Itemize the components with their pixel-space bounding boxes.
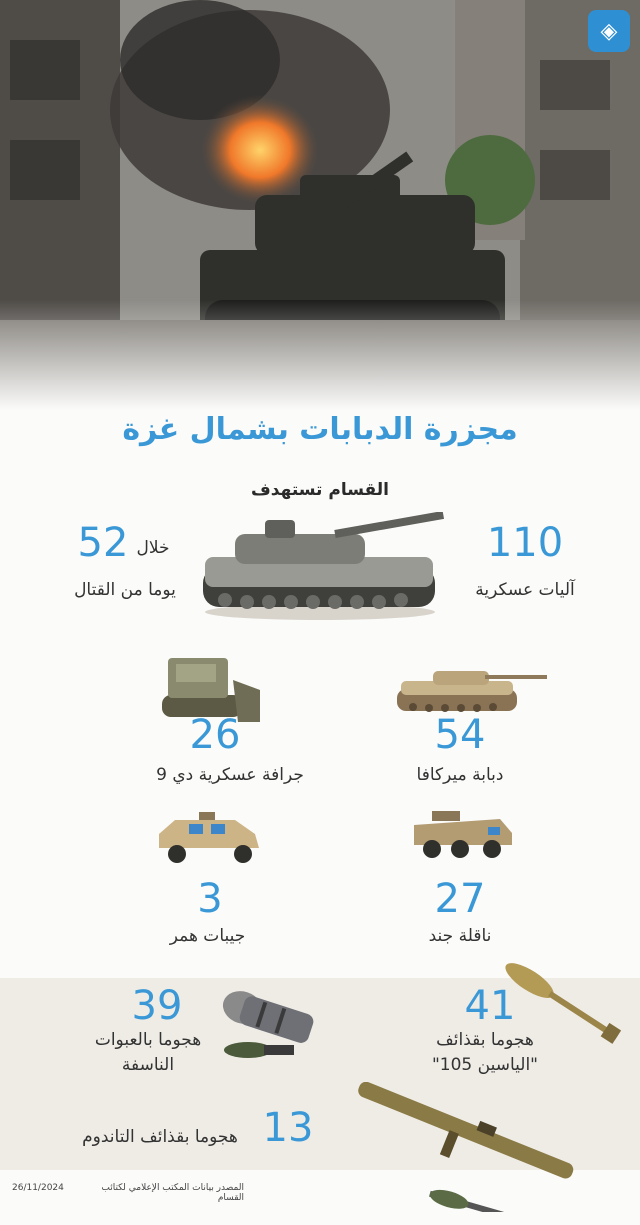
humvee-icon [155,808,265,866]
hummer-value: 3 [197,876,223,922]
footer-date: 26/11/2024 [12,1183,64,1193]
d9-value: 26 [189,712,241,758]
apc-label: ناقلة جند [428,926,492,946]
days-value: 52 [77,520,129,566]
days-prefix: خلال [136,538,170,558]
d9-label: جرافة عسكرية دي 9 [156,765,304,785]
merkava-tank-icon [393,665,551,717]
footer-source: المصدر بيانات المكتب الإعلامي لكتائب القسام [101,1183,244,1203]
yassin-label-line2: "الياسين 105" [431,1055,539,1075]
explosives-label-line2: الناسفة [121,1055,175,1075]
aljazeera-logo-icon: ◈ [588,10,630,52]
tandem-value: 13 [262,1105,314,1151]
main-tank-icon [195,512,445,622]
explosive-charge-icon [218,990,323,1068]
yassin-label-line1: هجوما بقذائف [436,1030,534,1050]
total-vehicles-value: 110 [486,520,564,566]
page-title: مجزرة الدبابات بشمال غزة [122,412,518,447]
hummer-label: جيبات همر [169,926,246,946]
merkava-value: 54 [434,712,486,758]
subtitle: القسام تستهدف [251,480,389,500]
explosives-label-line1: هجوما بالعبوات [94,1030,202,1050]
rpg-launcher-icon [340,1082,595,1212]
days-label: يوما من القتال [74,580,176,600]
explosives-value: 39 [131,983,183,1029]
yassin-value: 41 [464,983,516,1029]
tank-battle-illustration [0,0,640,410]
apc-value: 27 [434,876,486,922]
hero-image [0,0,640,410]
yassin-rocket-icon [492,962,632,1046]
apc-icon [408,805,516,860]
merkava-label: دبابة ميركافا [416,765,504,785]
tandem-label: هجوما بقذائف التاندوم [82,1127,238,1147]
total-vehicles-label: آليات عسكرية [475,580,575,600]
